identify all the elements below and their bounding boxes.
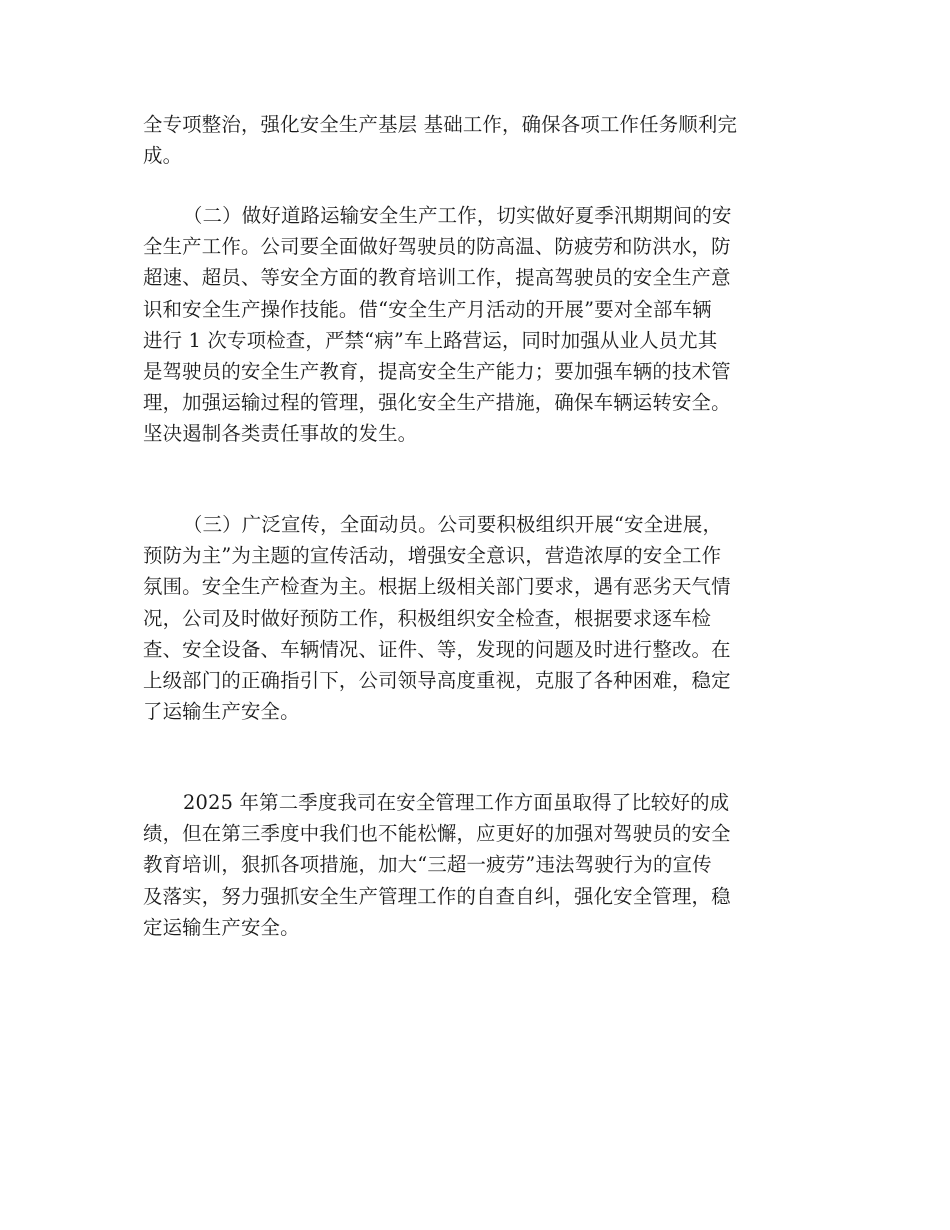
text-line: 坚决遏制各类责任事故的发生。 [143, 422, 418, 446]
text-line: 成。 [143, 144, 183, 168]
text-line: 2025 年第二季度我司在安全管理工作方面虽取得了比较好的成 [183, 791, 730, 814]
text-line: 识和安全生产操作技能。借“安全生产月活动的开展”要对全部车辆 [143, 297, 712, 321]
text-line: 定运输生产安全。 [143, 915, 300, 939]
text-line: 理，加强运输过程的管理，强化安全生产措施，确保车辆运转安全。 [143, 391, 731, 415]
text-line: （二）做好道路运输安全生产工作，切实做好夏季汛期期间的安 [183, 204, 732, 227]
text-line: 超速、超员、等安全方面的教育培训工作，提高驾驶员的安全生产意 [143, 266, 731, 290]
text-line: （三）广泛宣传，全面动员。公司要积极组织开展“安全进展， [183, 513, 723, 536]
paragraph-road-transport-safety [143, 200, 808, 450]
text-line: 绩，但在第三季度中我们也不能松懈，应更好的加强对驾驶员的安全 [143, 822, 731, 846]
text-line: 教育培训，狠抓各项措施，加大“三超一疲劳”违法驾驶行为的宣传 [143, 853, 712, 877]
text-line: 全生产工作。公司要全面做好驾驶员的防高温、防疲劳和防洪水，防 [143, 235, 731, 259]
paragraph-summary [143, 787, 808, 943]
text-line: 是驾驶员的安全生产教育，提高安全生产能力；要加强车辆的技术管 [143, 359, 731, 383]
text-line: 了运输生产安全。 [143, 700, 300, 724]
text-line: 况，公司及时做好预防工作，积极组织安全检查，根据要求逐车检 [143, 606, 712, 630]
paragraph-continuation [143, 109, 808, 171]
text-line: 查、安全设备、车辆情况、证件、等，发现的问题及时进行整改。在 [143, 637, 731, 661]
paragraph-publicity-mobilization [143, 509, 808, 727]
text-line: 上级部门的正确指引下，公司领导高度重视，克服了各种困难，稳定 [143, 668, 731, 692]
text-line: 及落实，努力强抓安全生产管理工作的自查自纠，强化安全管理，稳 [143, 884, 731, 908]
text-line: 进行 1 次专项检查，严禁“病”车上路营运，同时加强从业人员尤其 [143, 328, 718, 352]
text-line: 全专项整治，强化安全生产基层 基础工作，确保各项工作任务顺利完 [143, 113, 738, 136]
text-line: 预防为主”为主题的宣传活动，增强安全意识，营造浓厚的安全工作 [143, 544, 722, 568]
text-line: 氛围。安全生产检查为主。根据上级相关部门要求，遇有恶劣天气情 [143, 575, 731, 599]
